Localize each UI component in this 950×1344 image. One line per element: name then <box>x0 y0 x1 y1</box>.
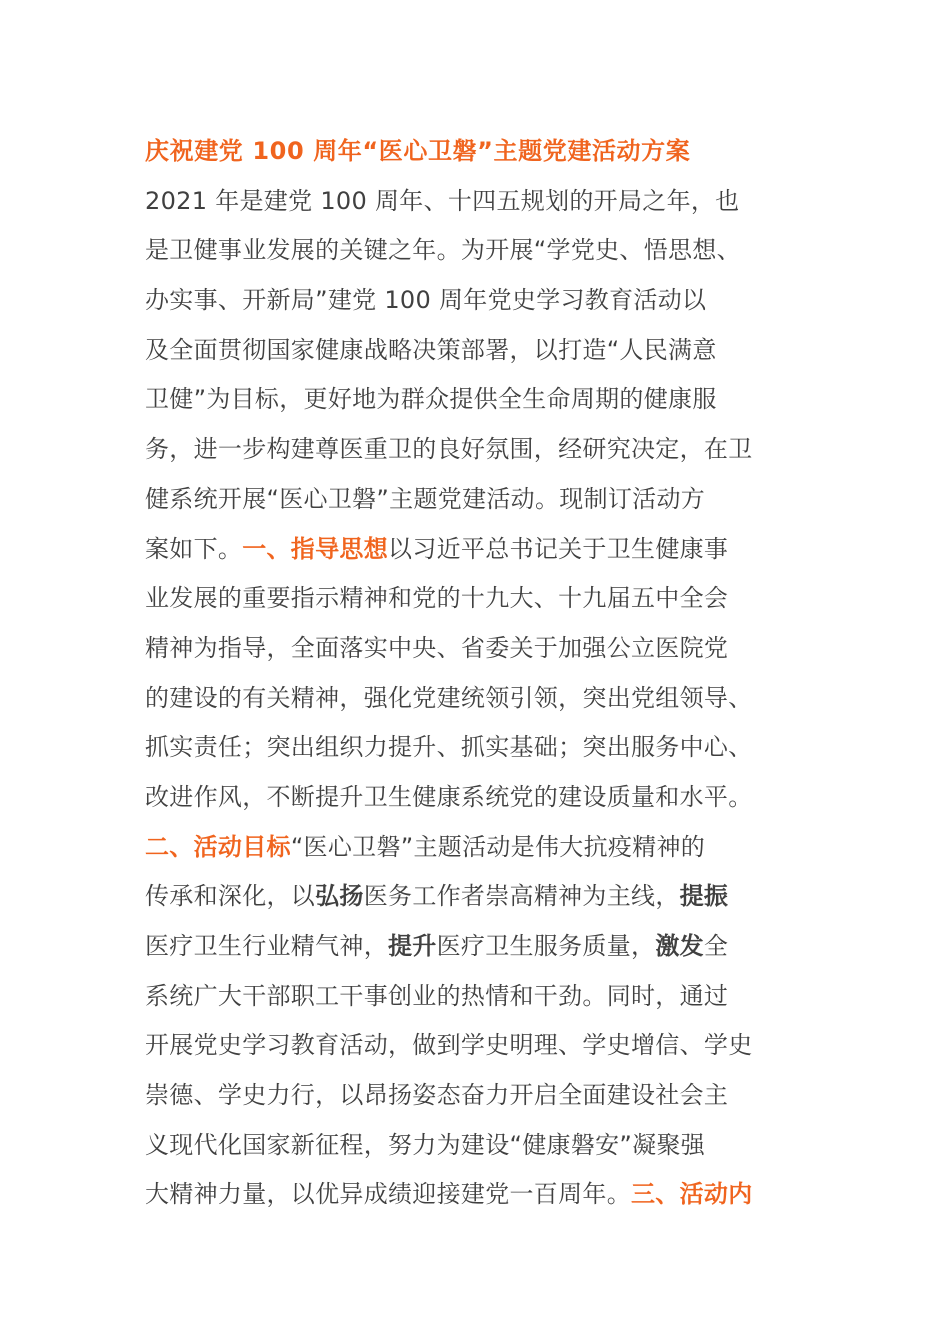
paragraph-line: 是卫健事业发展的关键之年。为开展“学党史、悟思想、 <box>145 236 741 265</box>
line-text: 全 <box>703 932 729 960</box>
keyword-bold: 弘扬 <box>315 882 364 911</box>
paragraph-line <box>145 525 815 575</box>
paragraph-line: 健系统开展“医心卫磐”主题党建活动。现制订活动方 <box>145 484 706 513</box>
paragraph-line: 卫健”为目标，更好地为群众提供全生命周期的健康服 <box>145 385 717 414</box>
paragraph-line <box>145 823 815 873</box>
section-heading-activity-content: 三、活动内 <box>631 1180 753 1209</box>
paragraph-line <box>145 1170 815 1220</box>
keyword-bold: 激发 <box>655 932 704 960</box>
paragraph-line: 开展党史学习教育活动，做到学史明理、学史增信、学史 <box>145 1031 753 1060</box>
line-text: 以习近平总书记关于卫生健康事 <box>388 534 729 563</box>
line-text: 案如下。 <box>145 534 243 563</box>
keyword-bold: 提升 <box>388 932 437 960</box>
paragraph-line: 抓实责任；突出组织力提升、抓实基础；突出服务中心、 <box>145 733 753 762</box>
paragraph-line: 的建设的有关精神，强化党建统领引领，突出党组领导、 <box>145 683 753 712</box>
paragraph-line: 系统广大干部职工干事创业的热情和干劲。同时，通过 <box>145 981 729 1010</box>
line-text: “医心卫磐”主题活动是伟大抗疫精神的 <box>290 832 706 861</box>
paragraph-line: 精神为指导，全面落实中央、省委关于加强公立医院党 <box>145 633 729 662</box>
paragraph-line: 崇德、学史力行，以昂扬姿态奋力开启全面建设社会主 <box>145 1081 729 1110</box>
line-text: 大精神力量，以优异成绩迎接建党一百周年。 <box>145 1180 631 1209</box>
paragraph-line: 义现代化国家新征程，努力为建设“健康磐安”凝聚强 <box>145 1130 706 1159</box>
keyword-bold: 提振 <box>679 882 729 911</box>
line-text: 医疗卫生行业精气神， <box>145 932 388 960</box>
section-heading-guiding-ideology: 一、指导思想 <box>242 534 389 563</box>
document-title: 庆祝建党 100 周年“医心卫磐”主题党建活动方案 <box>145 137 691 165</box>
paragraph-line: 务，进一步构建尊医重卫的良好氛围，经研究决定，在卫 <box>145 435 753 464</box>
paragraph-line: 业发展的重要指示精神和党的十九大、十九届五中全会 <box>145 584 729 613</box>
paragraph-line: 办实事、开新局”建党 100 周年党史学习教育活动以 <box>145 286 707 315</box>
paragraph-line: 2021 年是建党 100 周年、十四五规划的开局之年，也 <box>145 186 740 215</box>
paragraph-line <box>145 922 815 972</box>
line-text: 医务工作者崇高精神为主线， <box>363 882 680 911</box>
paragraph-line: 及全面贯彻国家健康战略决策部署，以打造“人民满意 <box>145 335 717 364</box>
document-body <box>145 127 815 1220</box>
line-text: 传承和深化，以 <box>145 882 316 911</box>
line-text: 医疗卫生服务质量， <box>436 932 656 960</box>
paragraph-line: 改进作风，不断提升卫生健康系统党的建设质量和水平。 <box>145 782 753 811</box>
section-heading-activity-goals: 二、活动目标 <box>145 832 291 861</box>
paragraph-line <box>145 872 815 922</box>
